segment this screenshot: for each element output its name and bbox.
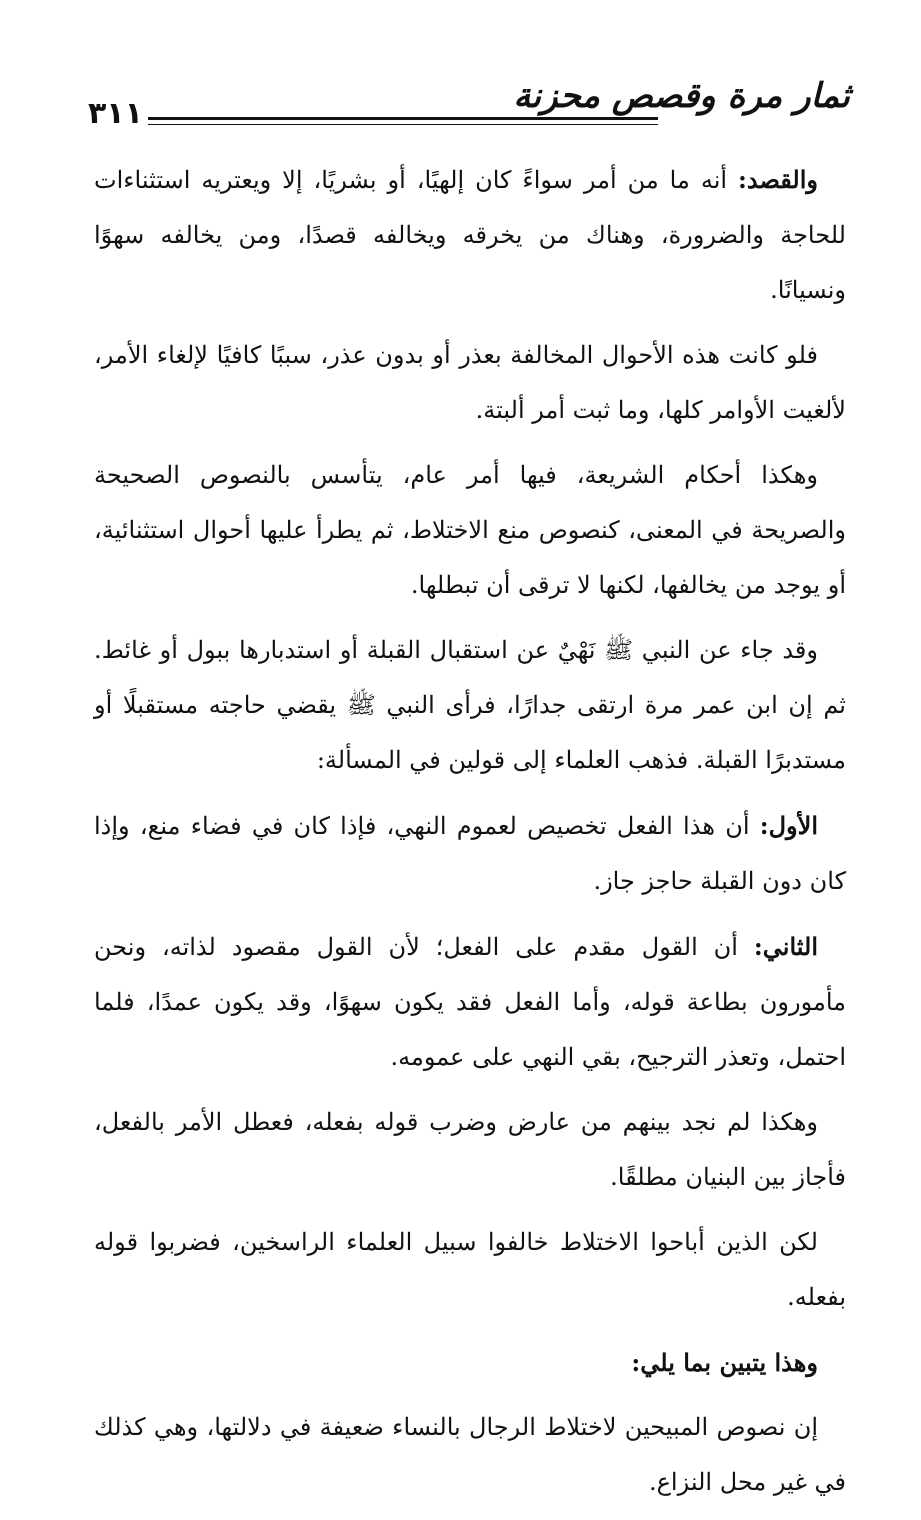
book-title: ثمار مرة وقصص محزنة xyxy=(513,76,850,116)
paragraph-sharia-rulings xyxy=(94,448,846,613)
page-header xyxy=(70,70,850,134)
paragraph-lead: وهذا يتبين بما يلي: xyxy=(631,1348,818,1377)
paragraph-lead: الثاني: xyxy=(753,932,818,961)
paragraph-hadith xyxy=(94,623,846,788)
paragraph-text: وهكذا أحكام الشريعة، فيها أمر عام، يتأسس بالنصوص الصحيحة والصريحة في المعنى، كنصوص منع الاختلاط، ثم يطرأ عليها أحوال استثنائية، أو يوجد من يخالفها، لكنها لا ترقى أن تبطلها. xyxy=(94,461,846,599)
header-rule xyxy=(148,117,658,120)
body-text xyxy=(94,152,846,1520)
paragraph-permitters xyxy=(94,1215,846,1325)
paragraph-lead: والقصد: xyxy=(738,165,818,194)
paragraph-first-opinion xyxy=(94,798,846,909)
paragraph-text: لكن الذين أباحوا الاختلاط خالفوا سبيل العلماء الراسخين، فضربوا قوله بفعله. xyxy=(94,1228,846,1311)
paragraph-exceptions xyxy=(94,328,846,438)
paragraph-text: وهكذا لم نجد بينهم من عارض وضرب قوله بفعله، فعطل الأمر بالفعل، فأجاز بين البنيان مطلقًا. xyxy=(94,1108,846,1191)
paragraph-qasd xyxy=(94,152,846,318)
paragraph-no-contradiction xyxy=(94,1095,846,1205)
paragraph-text: أنه ما من أمر سواءً كان إلهيًا، أو بشريًا، إلا ويعتريه استثناءات للحاجة والضرورة، وهناك من يخرقه ويخالفه قصدًا، ومن يخالفه سهوًا ونسيانًا. xyxy=(94,166,846,304)
paragraph-second-opinion xyxy=(94,919,846,1085)
paragraph-text: وقد جاء عن النبي ﷺ نَهْيٌ عن استقبال القبلة أو استدبارها ببول أو غائط. ثم إن ابن عمر مرة ارتقى جدارًا، فرأى النبي ﷺ يقضي حاجته مستقبلًا أو مستدبرًا القبلة. فذهب العلماء إلى قولين في المسألة: xyxy=(94,636,846,774)
paragraph-lead: الأول: xyxy=(759,811,818,840)
paragraph-text: أن هذا الفعل تخصيص لعموم النهي، فإذا كان في فضاء منع، وإذا كان دون القبلة حاجز جاز. xyxy=(94,812,846,895)
page-number: ٣١١ xyxy=(88,96,143,131)
paragraph-text: فلو كانت هذه الأحوال المخالفة بعذر أو بدون عذر، سببًا كافيًا لإلغاء الأمر، لألغيت الأوامر كلها، وما ثبت أمر ألبتة. xyxy=(94,341,846,424)
header-rule-thin xyxy=(148,124,658,125)
paragraph-weak-texts xyxy=(94,1400,846,1510)
paragraph-text: أن القول مقدم على الفعل؛ لأن القول مقصود لذاته، ونحن مأمورون بطاعة قوله، وأما الفعل فقد يكون سهوًا، وقد يكون عمدًا، فلما احتمل، وتعذر الترجيح، بقي النهي على عمومه. xyxy=(94,933,846,1071)
paragraph-text: إن نصوص المبيحين لاختلاط الرجال بالنساء ضعيفة في دلالتها، وهي كذلك في غير محل النزاع. xyxy=(94,1413,846,1496)
